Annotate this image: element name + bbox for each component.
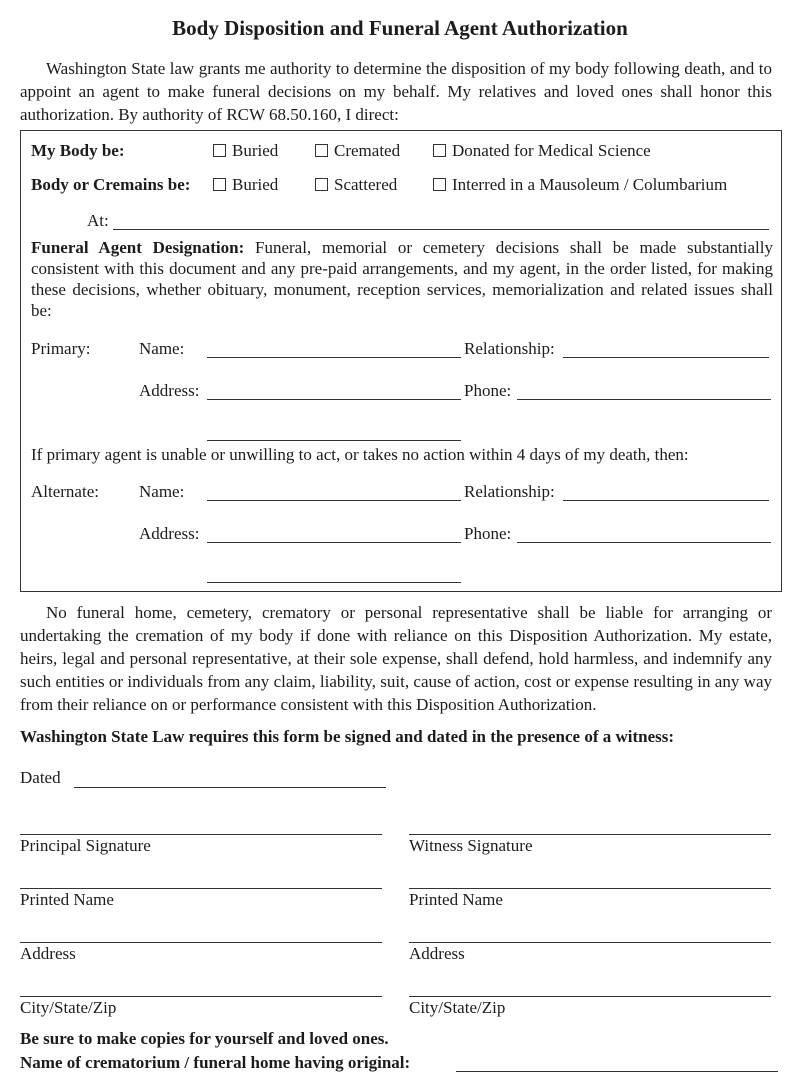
dated-label: Dated — [20, 768, 61, 787]
liability-paragraph: No funeral home, cemetery, crematory or personal representative shall be liable for arranging or undertaking the cremation of my body if done with reliance on this Disposition Authorization. My estate, heirs, legal and personal representative, at their sole expense, shall defend, hold harmless, and indemnify any such entities or individuals from any claim, liability, suit, cause of action, cost or expense resulting in any way from their reliance on or performance consistent with this Disposition Authorization. — [20, 603, 772, 714]
my-body-label: My Body be: — [31, 141, 125, 160]
principal-address-field[interactable] — [20, 942, 382, 943]
checkbox-icon[interactable] — [213, 178, 226, 191]
witness-city-label: City/State/Zip — [409, 998, 506, 1017]
alternate-address-label: Address: — [139, 524, 200, 543]
alternate-relationship-field[interactable] — [563, 500, 769, 501]
body-cremated-option[interactable]: Cremated — [315, 141, 400, 161]
principal-signature-label: Principal Signature — [20, 836, 151, 855]
witness-city-field[interactable] — [409, 996, 771, 997]
checkbox-icon[interactable] — [433, 178, 446, 191]
primary-address-line2-field[interactable] — [207, 440, 461, 441]
witness-notice: Washington State Law requires this form be signed and dated in the presence of a witness: — [20, 727, 675, 746]
principal-address-label: Address — [20, 944, 76, 963]
copies-note: Be sure to make copies for yourself and loved ones. — [20, 1029, 389, 1048]
primary-relationship-label: Relationship: — [464, 339, 555, 358]
form-title: Body Disposition and Funeral Agent Authorization — [172, 16, 628, 40]
checkbox-icon[interactable] — [315, 144, 328, 157]
primary-address-field[interactable] — [207, 399, 461, 400]
primary-relationship-field[interactable] — [563, 357, 769, 358]
alternate-address-field[interactable] — [207, 542, 461, 543]
principal-printed-name-field[interactable] — [20, 888, 382, 889]
cremains-interred-option[interactable]: Interred in a Mausoleum / Columbarium — [433, 175, 727, 195]
alternate-condition-text: If primary agent is unable or unwilling to act, or takes no action within 4 days of my death, then: — [31, 445, 689, 464]
primary-phone-field[interactable] — [517, 399, 771, 400]
primary-name-field[interactable] — [207, 357, 461, 358]
alternate-name-label: Name: — [139, 482, 185, 501]
original-holder-label: Name of crematorium / funeral home having original: — [20, 1053, 411, 1072]
witness-printed-name-field[interactable] — [409, 888, 771, 889]
witness-printed-name-label: Printed Name — [409, 890, 503, 909]
disposition-box — [20, 130, 782, 592]
primary-label: Primary: — [31, 339, 91, 358]
cremains-scattered-option[interactable]: Scattered — [315, 175, 397, 195]
dated-field[interactable] — [74, 787, 386, 788]
primary-name-label: Name: — [139, 339, 185, 358]
at-field[interactable] — [113, 229, 769, 230]
original-holder-field[interactable] — [456, 1071, 778, 1072]
witness-address-field[interactable] — [409, 942, 771, 943]
checkbox-icon[interactable] — [315, 178, 328, 191]
alternate-phone-field[interactable] — [517, 542, 771, 543]
witness-signature-field[interactable] — [409, 834, 771, 835]
alternate-relationship-label: Relationship: — [464, 482, 555, 501]
cremains-label: Body or Cremains be: — [31, 175, 191, 194]
at-label: At: — [87, 211, 109, 230]
principal-printed-name-label: Printed Name — [20, 890, 114, 909]
witness-address-label: Address — [409, 944, 465, 963]
intro-paragraph: Washington State law grants me authority to determine the disposition of my body following death, and to appoint an agent to make funeral decisions on my behalf. My relatives and loved ones shall honor this authorization. By authority of RCW 68.50.160, I direct: — [20, 59, 772, 124]
agent-designation-paragraph: Funeral Agent Designation: Funeral, memorial or cemetery decisions shall be made substantially consistent with this document and any pre-paid arrangements, and my agent, in the order listed, for making these decisions, whether obituary, monument, reception services, memorialization and related issues shall be: — [31, 238, 773, 320]
cremains-buried-option[interactable]: Buried — [213, 175, 278, 195]
alternate-phone-label: Phone: — [464, 524, 512, 543]
alternate-address-line2-field[interactable] — [207, 582, 461, 583]
body-buried-option[interactable]: Buried — [213, 141, 278, 161]
primary-address-label: Address: — [139, 381, 200, 400]
principal-city-field[interactable] — [20, 996, 382, 997]
checkbox-icon[interactable] — [433, 144, 446, 157]
alternate-label: Alternate: — [31, 482, 99, 501]
body-donated-option[interactable]: Donated for Medical Science — [433, 141, 651, 161]
witness-signature-label: Witness Signature — [409, 836, 533, 855]
principal-signature-field[interactable] — [20, 834, 382, 835]
alternate-name-field[interactable] — [207, 500, 461, 501]
principal-city-label: City/State/Zip — [20, 998, 117, 1017]
checkbox-icon[interactable] — [213, 144, 226, 157]
primary-phone-label: Phone: — [464, 381, 512, 400]
